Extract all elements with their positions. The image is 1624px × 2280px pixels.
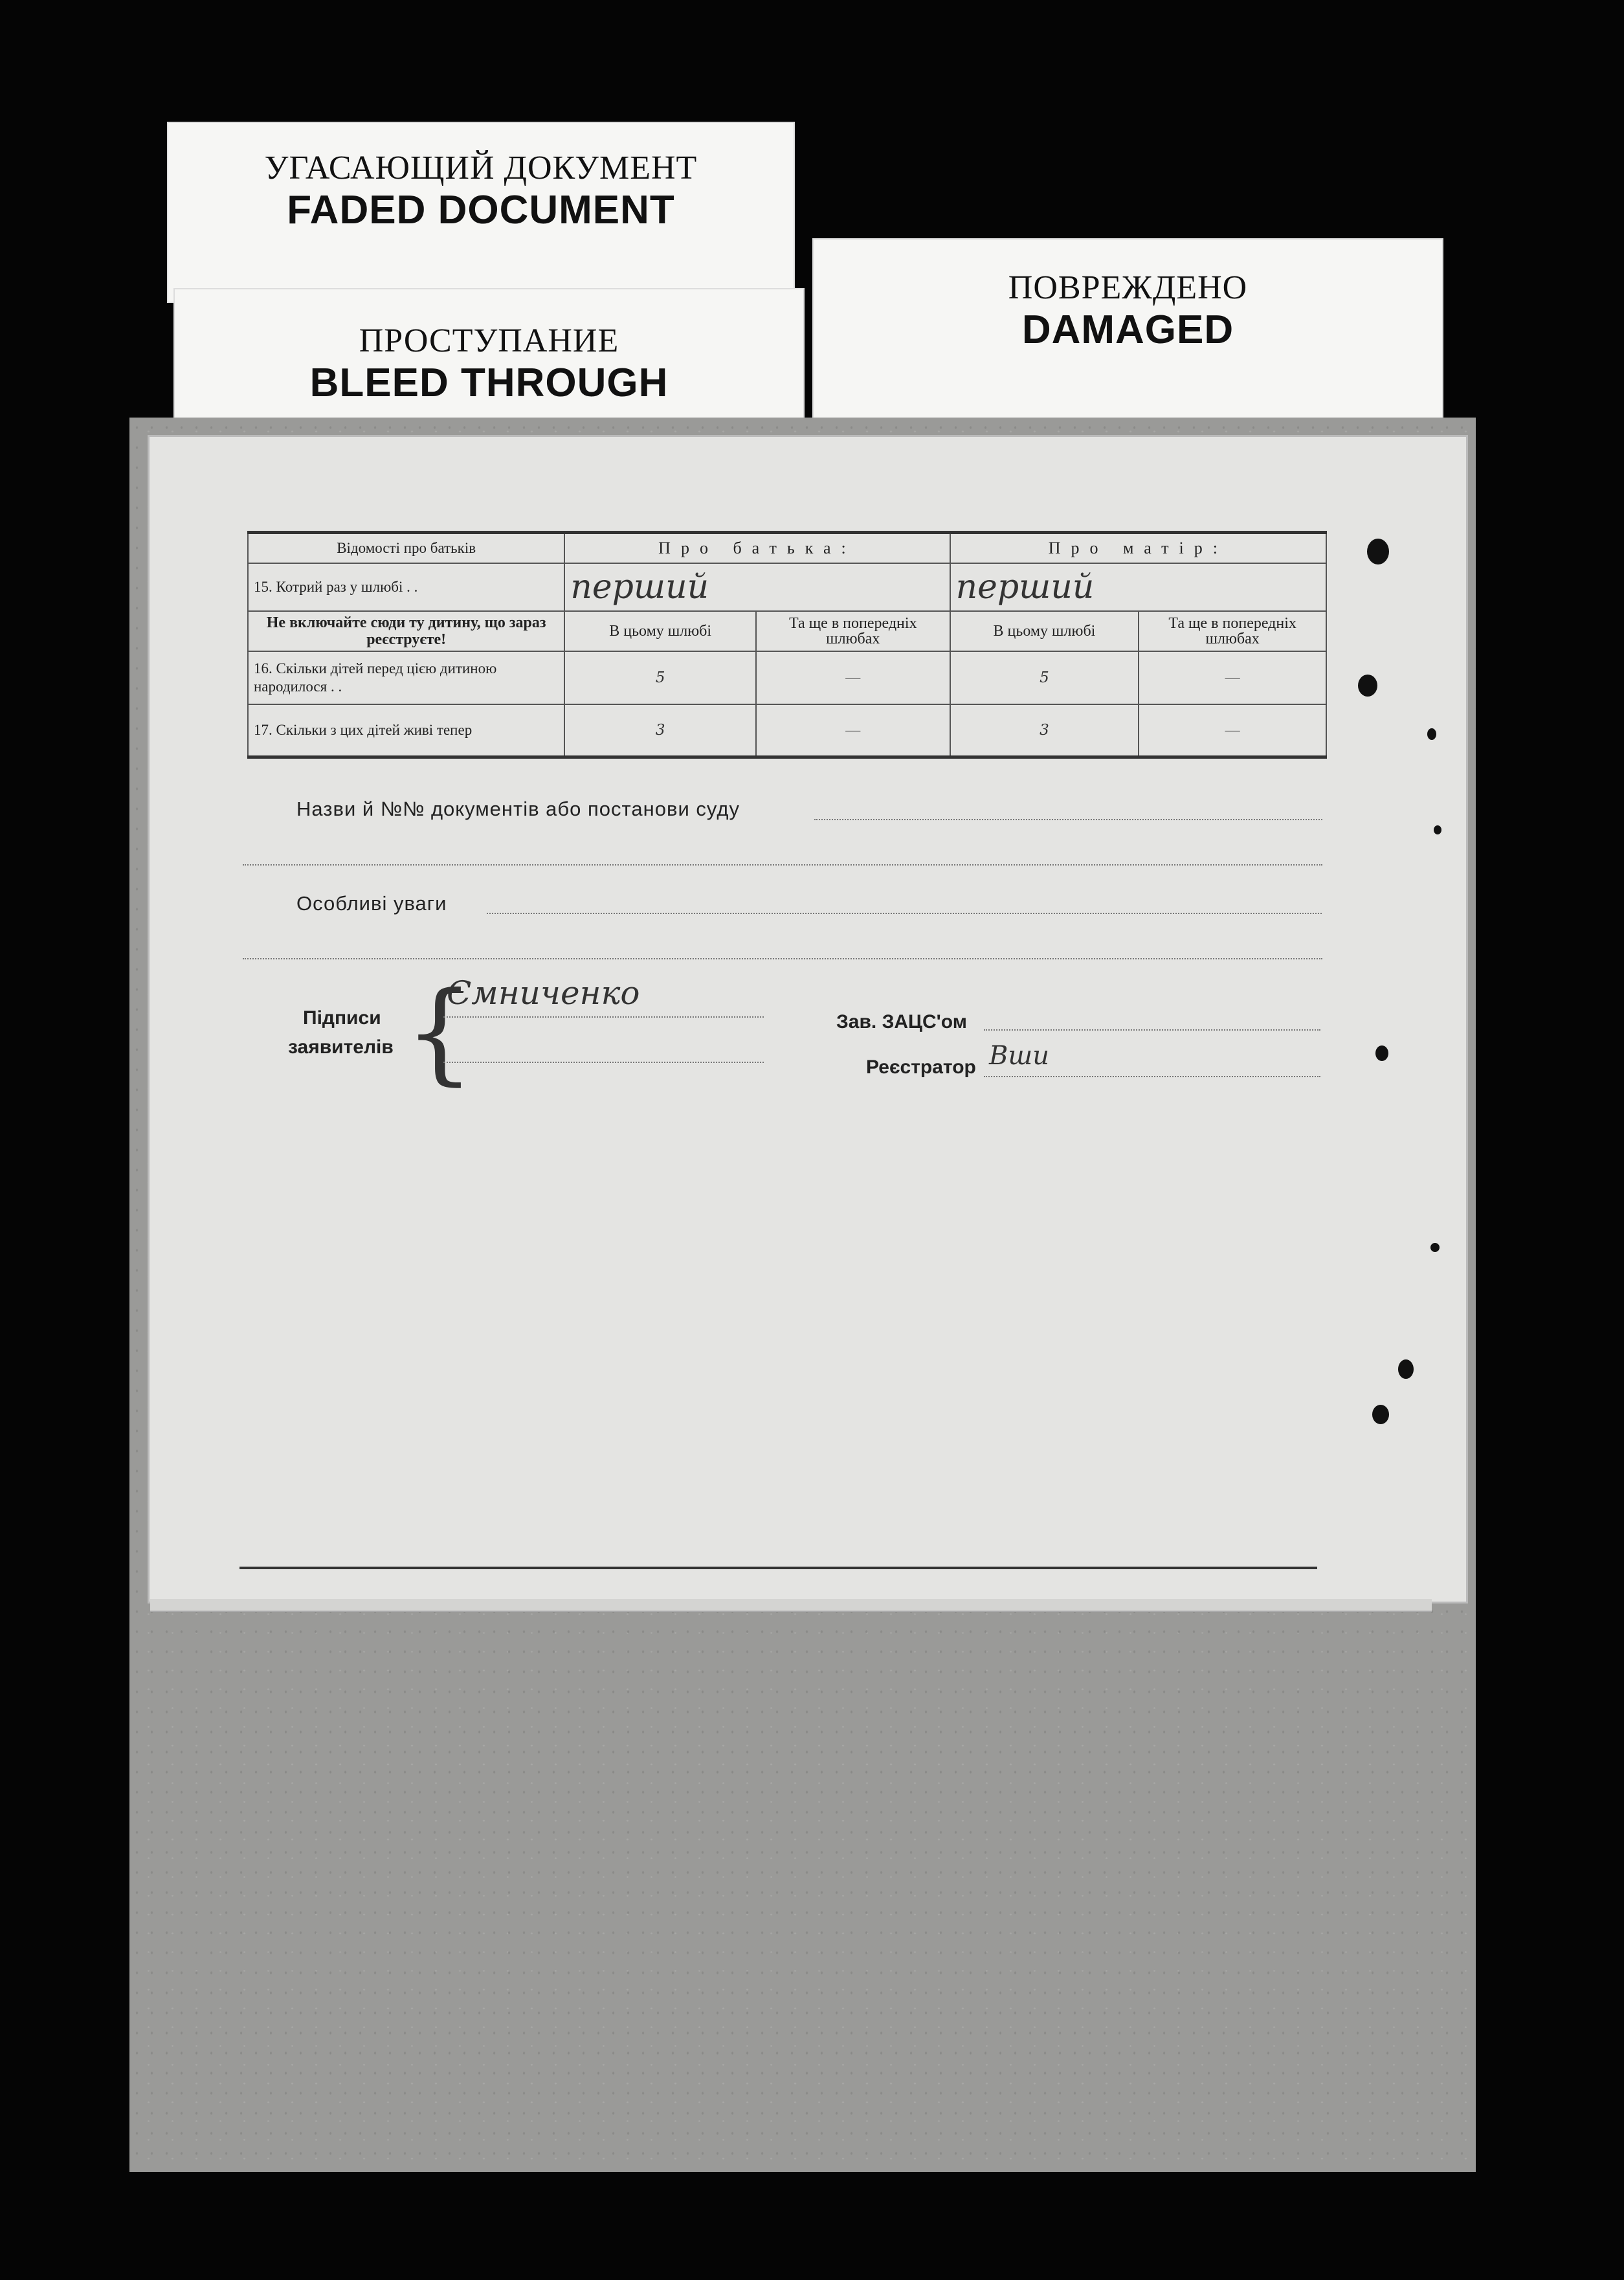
row15-label: 15. Котрий раз у шлюбі . .: [248, 563, 564, 611]
punch-hole: [1430, 1243, 1440, 1252]
registrar-label: Реєстратор: [866, 1056, 976, 1078]
remarks-line-2: [243, 958, 1322, 959]
documents-line: [814, 819, 1322, 820]
applicant-signature-line: [443, 1016, 764, 1018]
row15-father-value: перший: [564, 563, 950, 611]
documents-line-2: [243, 864, 1322, 866]
mother-prev-marriages-header: Та ще в попередніх шлюбах: [1139, 611, 1326, 651]
row15-mother-value: перший: [950, 563, 1326, 611]
signatures-label-2: заявителів: [288, 1036, 394, 1058]
faded-label-ru: УГАСАЮЩИЙ ДОКУМЕНТ: [264, 150, 698, 186]
row16-father-this: 5: [564, 651, 756, 704]
row17-father-prev: —: [756, 704, 950, 757]
head-signature-line: [984, 1029, 1320, 1031]
punch-hole: [1375, 1045, 1388, 1061]
signatures-brace: {: [405, 968, 475, 1097]
applicant-signature: Ємниченко: [447, 974, 640, 1012]
faded-label-en: FADED DOCUMENT: [287, 188, 675, 232]
bleed-through-label: [173, 288, 805, 437]
header-parents-info: Відомості про батьків: [248, 533, 564, 564]
registrar-signature-line: [984, 1076, 1320, 1077]
row16-mother-prev: —: [1139, 651, 1326, 704]
row17-father-this: 3: [564, 704, 756, 757]
header-mother: Про матір:: [950, 533, 1326, 564]
faded-document-label: [167, 122, 795, 303]
exclude-child-note: Не включайте сюди ту дитину, що зараз реєструєте!: [248, 611, 564, 651]
signatures-label-1: Підписи: [303, 1007, 381, 1029]
punch-hole: [1358, 675, 1377, 697]
header-father: Про батька:: [564, 533, 950, 564]
form-bottom-rule: [239, 1567, 1317, 1569]
remarks-label: Особливі уваги: [296, 892, 447, 915]
parents-info-table: [247, 531, 1327, 759]
row17-mother-prev: —: [1139, 704, 1326, 757]
punch-hole: [1398, 1359, 1414, 1379]
row17-label: 17. Скільки з цих дітей живі тепер: [248, 704, 564, 757]
damaged-label-ru: ПОВРЕЖДЕНО: [1008, 269, 1248, 306]
punch-hole: [1367, 539, 1389, 564]
remarks-line: [487, 913, 1322, 914]
row17-mother-this: 3: [950, 704, 1139, 757]
applicant-signature-line-2: [443, 1062, 764, 1063]
punch-hole: [1427, 728, 1436, 740]
bleed-label-en: BLEED THROUGH: [309, 361, 669, 405]
row16-father-prev: —: [756, 651, 950, 704]
sheet-bottom-edge: [150, 1599, 1432, 1612]
mother-this-marriage-header: В цьому шлюбі: [950, 611, 1139, 651]
bleed-label-ru: ПРОСТУПАНИЕ: [359, 322, 619, 359]
punch-hole: [1434, 825, 1441, 834]
father-prev-marriages-header: Та ще в попередніх шлюбах: [756, 611, 950, 651]
damaged-label: [812, 238, 1443, 432]
documents-label: Назви й №№ документів або постанови суду: [296, 798, 740, 820]
damaged-label-en: DAMAGED: [1021, 307, 1234, 352]
father-this-marriage-header: В цьому шлюбі: [564, 611, 756, 651]
registrar-signature: Вши: [989, 1041, 1050, 1071]
row16-label: 16. Скільки дітей перед цією дитиною народилося . .: [248, 651, 564, 704]
punch-hole: [1372, 1405, 1389, 1424]
head-of-registry-label: Зав. ЗАЦС'ом: [836, 1011, 967, 1033]
row16-mother-this: 5: [950, 651, 1139, 704]
